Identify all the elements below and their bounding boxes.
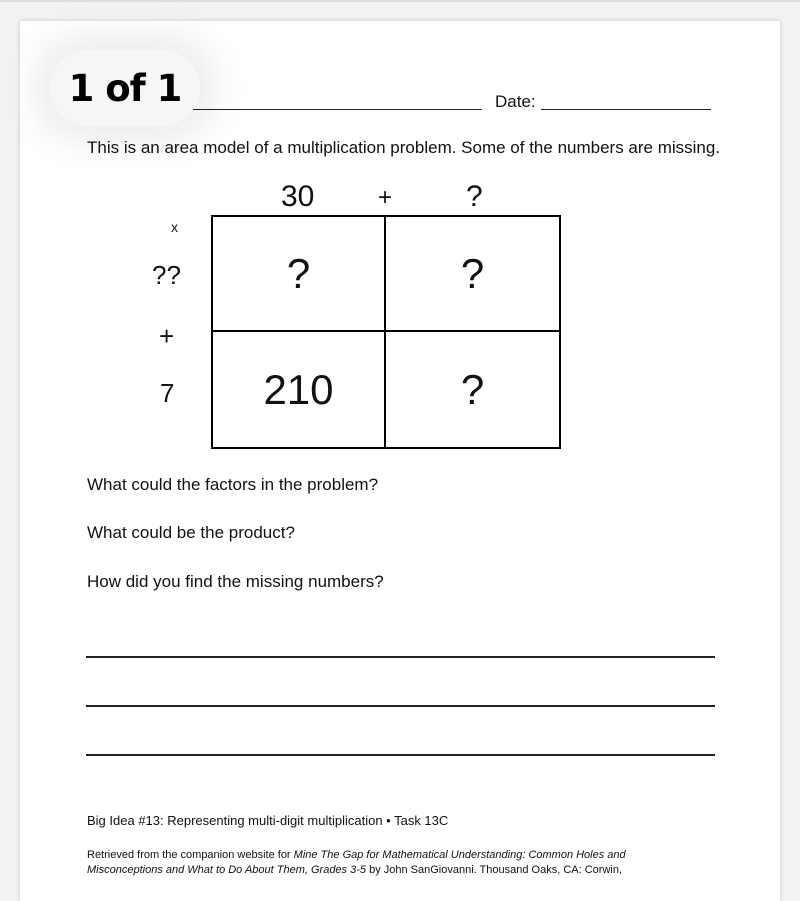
area-cell: ? bbox=[213, 217, 386, 332]
column-label-tens: 30 bbox=[281, 180, 315, 213]
question-method: How did you find the missing numbers? bbox=[87, 572, 384, 591]
source-prefix: Retrieved from the companion website for bbox=[87, 849, 294, 861]
source-citation bbox=[87, 848, 687, 878]
row-label-tens: ?? bbox=[152, 260, 181, 290]
question-factors: What could the factors in the problem? bbox=[87, 475, 379, 494]
source-suffix: by John SanGiovanni. Thousand Oaks, CA: Corwin, bbox=[366, 864, 623, 876]
top-divider bbox=[0, 0, 800, 2]
date-label: Date: bbox=[495, 92, 536, 111]
column-label-ones: ? bbox=[466, 180, 483, 213]
source-title: Mine The Gap for Mathematical Understanding: Common Holes and Misconceptions and What to Do About Them, Grades 3-5 bbox=[87, 849, 626, 876]
area-cell: 210 bbox=[213, 332, 386, 447]
name-line bbox=[193, 109, 482, 110]
area-cell: ? bbox=[460, 365, 485, 413]
answer-line bbox=[86, 656, 715, 658]
intro-text: This is an area model of a multiplication problem. Some of the numbers are missing. bbox=[87, 138, 721, 157]
big-idea-footer: Big Idea #13: Representing multi-digit multiplication • Task 13C bbox=[87, 813, 449, 828]
answer-line bbox=[86, 705, 715, 707]
area-cell: ? bbox=[386, 217, 559, 332]
times-symbol: x bbox=[171, 219, 178, 235]
date-line bbox=[541, 109, 711, 110]
row-plus: + bbox=[159, 321, 175, 351]
answer-line bbox=[86, 754, 715, 756]
column-plus: + bbox=[378, 184, 393, 211]
page-indicator: 1 of 1 bbox=[50, 50, 200, 126]
question-product: What could be the product? bbox=[87, 523, 295, 542]
area-model-grid bbox=[211, 215, 561, 449]
row-label-ones: 7 bbox=[160, 378, 175, 408]
